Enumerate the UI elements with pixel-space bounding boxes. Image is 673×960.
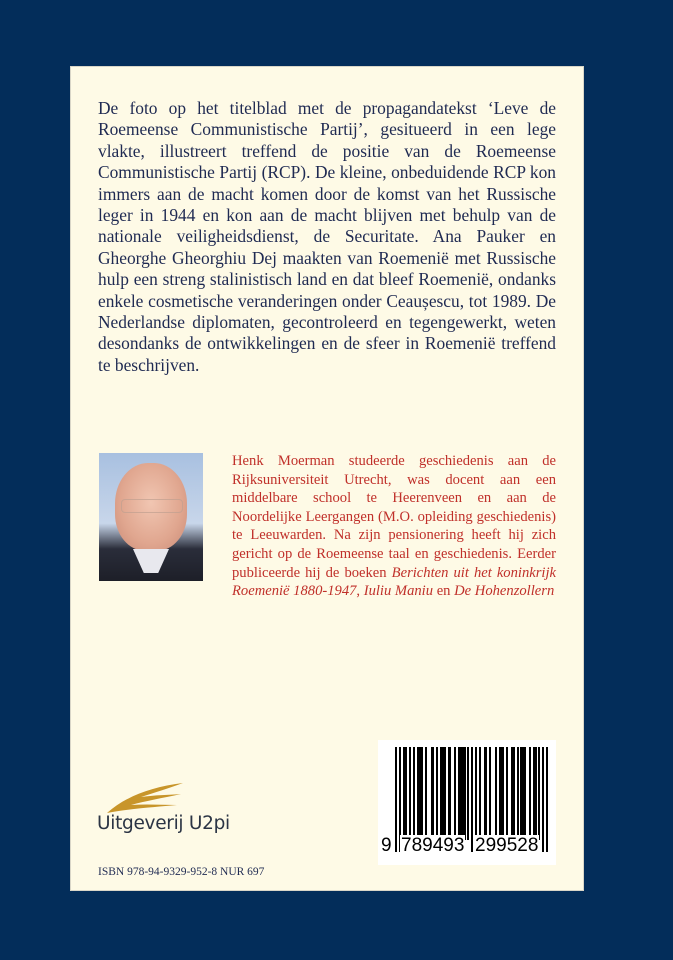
collar-shape (133, 549, 169, 573)
isbn-line: ISBN 978-94-9329-952-8 NUR 697 (98, 866, 265, 878)
back-cover-panel (71, 67, 583, 890)
isbn-barcode (378, 740, 556, 865)
barcode-lead-digit: 9 (381, 835, 392, 856)
book-title-3: De Hohenzollern (454, 583, 555, 600)
blurb-text: De foto op het titelblad met de propagandatekst ‘Leve de Roemeense Communistische Partij’, gesitueerd in een lege vlakte, illustreert treffend de positie van de Roemeense Communistische Partij (RCP). De kleine, onbeduidende RCP kon immers aan de macht komen door de komst van het Russische leger in 1944 en kon aan de macht blijven met behulp van de nationale veiligheidsdienst, de Securitate. Ana Pauker en Gheorghe Gheorghiu Dej maakten van Roemenië met Russische hulp een streng stalinistisch land en dat bleef Roemenië, ondanks enkele cosmetische veranderingen onder Ceaușescu, tot 1989. De Nederlandse diplomaten, gecontroleerd en tegengewerkt, weten desondanks de ontwikkelingen en de sfeer in Roemenië treffend te beschrijven. (98, 98, 556, 375)
publisher-name: Uitgeverij U2pi (97, 813, 230, 834)
book-title-2: Iuliu Maniu (363, 583, 434, 600)
publisher-logo (97, 783, 267, 843)
bio-separator-2: en (433, 583, 455, 600)
book-title-1: Berichten uit het koninkrijk Roemenië 1880-1947 (232, 564, 556, 600)
bio-separator-1: , (356, 583, 364, 600)
author-photo (99, 453, 203, 581)
glasses-shape (121, 499, 183, 513)
barcode-digits-left: 789493 (401, 835, 465, 856)
barcode-digits-right: 299528 (475, 835, 539, 856)
bio-text: Henk Moerman studeerde geschiedenis aan de Rijksuniversiteit Utrecht, was docent aan een middelbare school te Heerenveen en aan de Noordelijke Leergangen (M.O. opleiding geschiedenis) te Leeuwarden. Na zijn pensionering heeft hij zich gericht op de Roemeense taal en geschiedenis. Eerder publiceerde hij de boeken (232, 453, 556, 581)
author-bio (232, 452, 556, 601)
golden-wing-icon (105, 783, 185, 815)
